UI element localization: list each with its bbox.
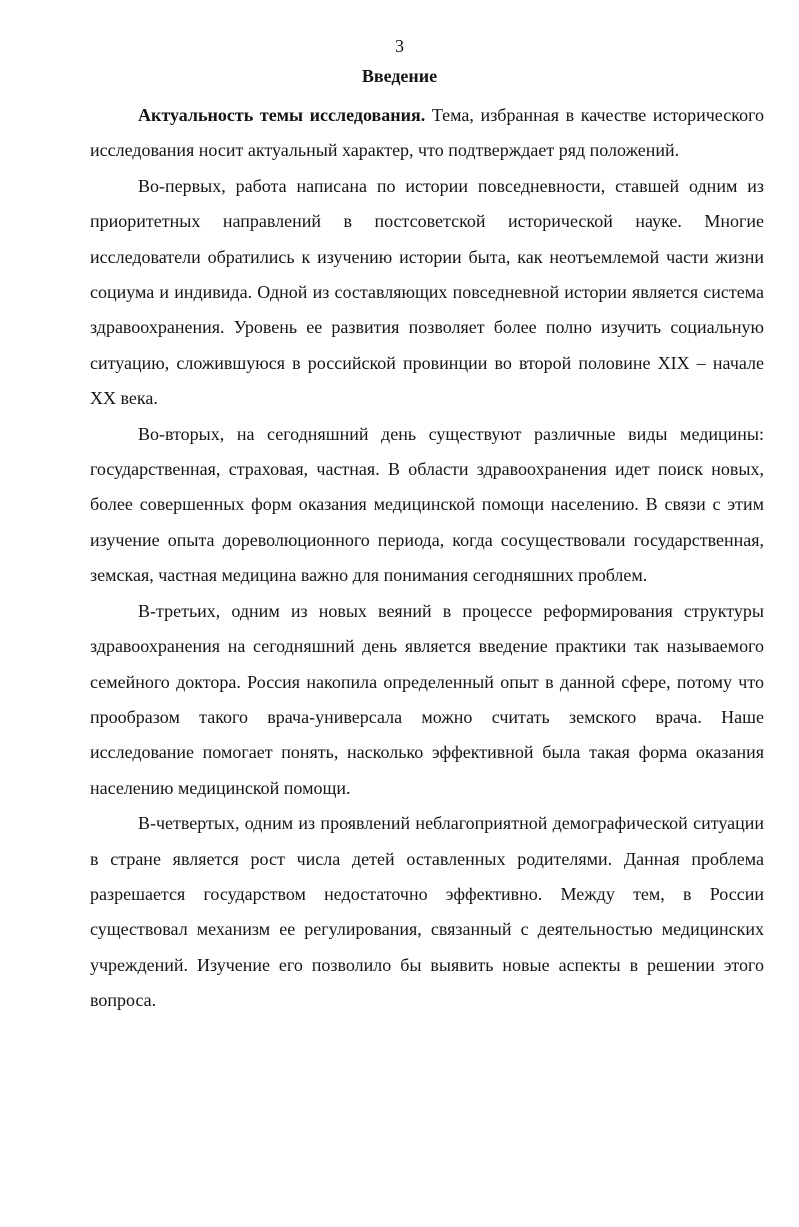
- page-number: 3: [395, 36, 404, 56]
- paragraph-second: Во-вторых, на сегодняшний день существуют различные виды медицины: государственная, страховая, частная. В области здравоохранения идет поиск новых, более совершенных форм оказания медицинской помощи населению. В связи с этим изучение опыта дореволюционного периода, когда сосуществовали государственная, земская, частная медицина важно для понимания сегодняшних проблем.: [90, 423, 764, 586]
- paragraph-fourth: В-четвертых, одним из проявлений неблагоприятной демографической ситуации в стране является рост числа детей оставленных родителями. Данная проблема разрешается государством недостаточно эффективно. Между тем, в России существовал механизм ее регулирования, связанный с деятельностью медицинских учреждений. Изучение его позволило бы выявить новые аспекты в решении этого вопроса.: [90, 813, 764, 1011]
- paragraph-first: Во-первых, работа написана по истории повседневности, ставшей одним из приоритетных направлений в постсоветской исторической науке. Многие исследователи обратились к изучению истории быта, как неотъемлемой части жизни социума и индивида. Одной из составляющих повседневной истории является система здравоохранения. Уровень ее развития позволяет более полно изучить социальную ситуацию, сложившуюся в российской провинции во второй половине XIX – начале XX века.: [90, 175, 764, 409]
- paragraph-third: В-третьих, одним из новых веяний в процессе реформирования структуры здравоохранения на сегодняшний день является введение практики так называемого семейного доктора. Россия накопила определенный опыт в данной сфере, потому что прообразом такого врача-универсала можно считать земского врача. Наше исследование помогает понять, насколько эффективной была такая форма оказания населению медицинской помощи.: [90, 600, 764, 798]
- body-text: [90, 98, 764, 1019]
- paragraph-relevance: [90, 98, 764, 169]
- paragraph-lead: Актуальность темы исследования.: [138, 105, 426, 125]
- section-title: Введение: [361, 66, 438, 86]
- paragraph-text: Тема, избранная в качестве исторического исследования носит актуальный характер, что подтверждает ряд положений.: [90, 105, 764, 161]
